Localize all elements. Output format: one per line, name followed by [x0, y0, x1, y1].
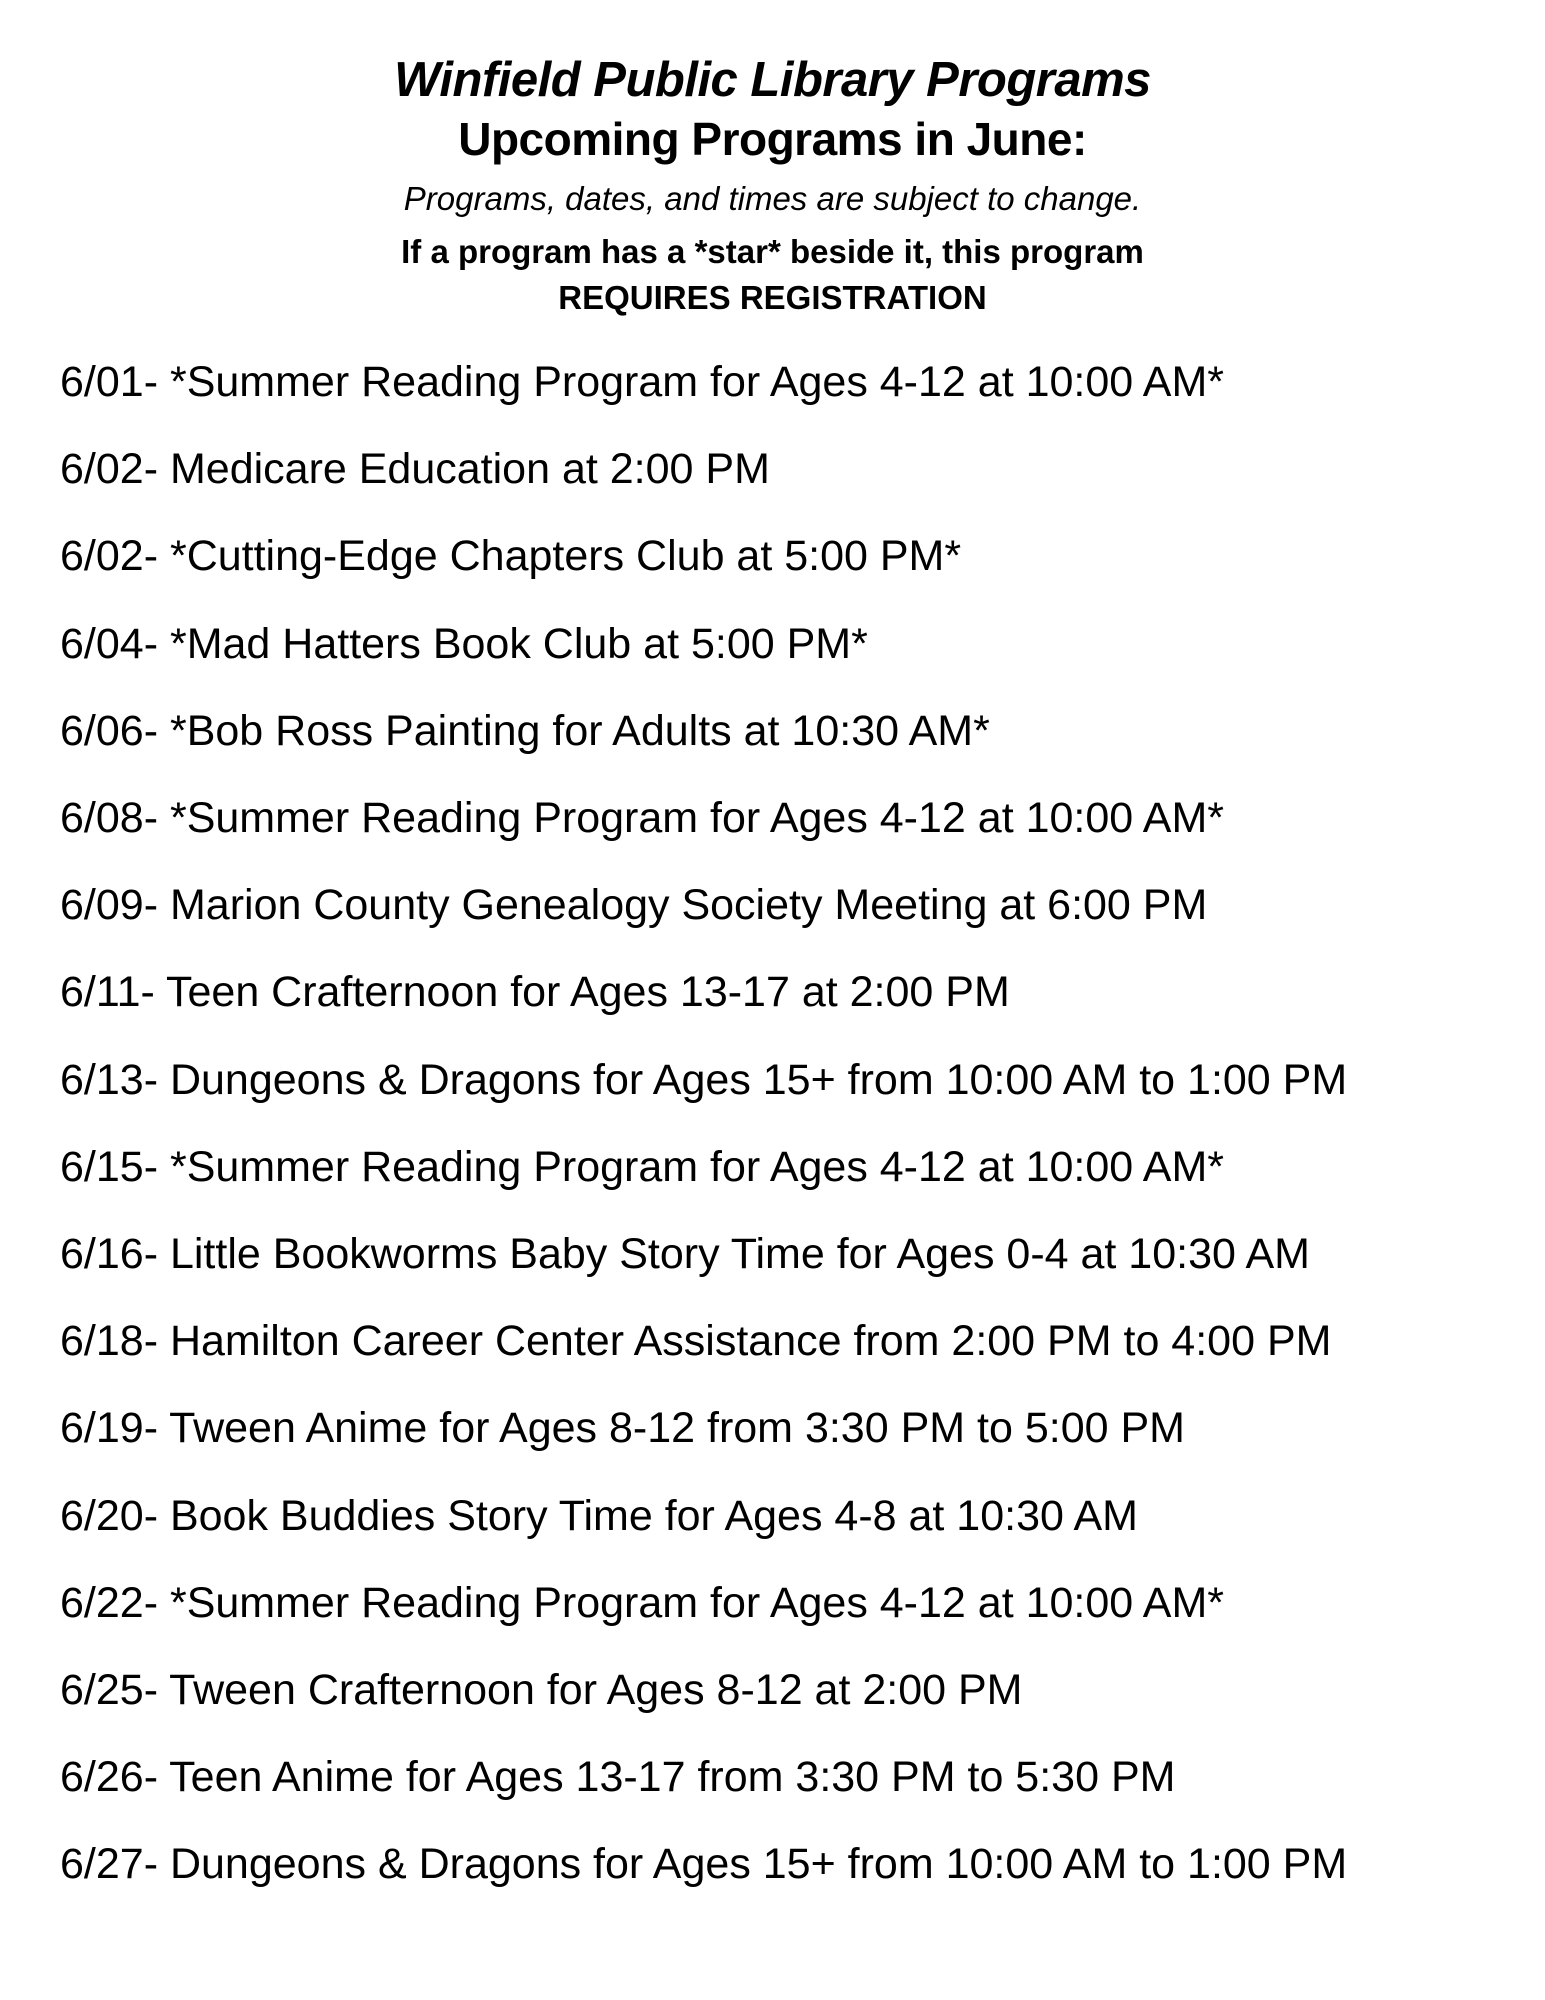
registration-required-label: REQUIRES REGISTRATION [558, 279, 987, 316]
registration-note: If a program has a *star* beside it, this program [401, 233, 1144, 270]
program-list-item: 6/09- Marion County Genealogy Society Meeting at 6:00 PM [60, 881, 1208, 930]
program-list-item: 6/06- *Bob Ross Painting for Adults at 10:30 AM* [60, 706, 990, 755]
program-list-item: 6/19- Tween Anime for Ages 8-12 from 3:30 PM to 5:00 PM [60, 1404, 1185, 1453]
page-subtitle: Upcoming Programs in June: [458, 113, 1087, 165]
program-list-item: 6/16- Little Bookworms Baby Story Time for Ages 0-4 at 10:30 AM [60, 1230, 1310, 1278]
program-list-item: 6/15- *Summer Reading Program for Ages 4-12 at 10:00 AM* [60, 1142, 1225, 1191]
program-list-item: 6/08- *Summer Reading Program for Ages 4-12 at 10:00 AM* [60, 794, 1225, 842]
program-list-item: 6/02- *Cutting-Edge Chapters Club at 5:00 PM* [60, 532, 962, 581]
program-list-item: 6/27- Dungeons & Dragons for Ages 15+ from 10:00 AM to 1:00 PM [60, 1840, 1348, 1889]
disclaimer-note: Programs, dates, and times are subject to change. [403, 180, 1142, 217]
program-list-item: 6/04- *Mad Hatters Book Club at 5:00 PM* [60, 619, 868, 668]
program-list-item: 6/22- *Summer Reading Program for Ages 4-12 at 10:00 AM* [60, 1578, 1225, 1627]
program-list-item: 6/13- Dungeons & Dragons for Ages 15+ from 10:00 AM to 1:00 PM [60, 1055, 1348, 1104]
program-list-item: 6/20- Book Buddies Story Time for Ages 4-8 at 10:30 AM [60, 1491, 1138, 1540]
program-list-item: 6/01- *Summer Reading Program for Ages 4-12 at 10:00 AM* [60, 358, 1225, 406]
program-list-item: 6/02- Medicare Education at 2:00 PM [60, 445, 770, 494]
program-list-item: 6/18- Hamilton Career Center Assistance from 2:00 PM to 4:00 PM [60, 1317, 1332, 1366]
page-title: Winfield Public Library Programs [394, 53, 1151, 107]
program-list-item: 6/11- Teen Crafternoon for Ages 13-17 at 2:00 PM [60, 968, 1010, 1017]
program-list-item: 6/25- Tween Crafternoon for Ages 8-12 at 2:00 PM [60, 1666, 1023, 1714]
program-list-item: 6/26- Teen Anime for Ages 13-17 from 3:30 PM to 5:30 PM [60, 1753, 1176, 1802]
